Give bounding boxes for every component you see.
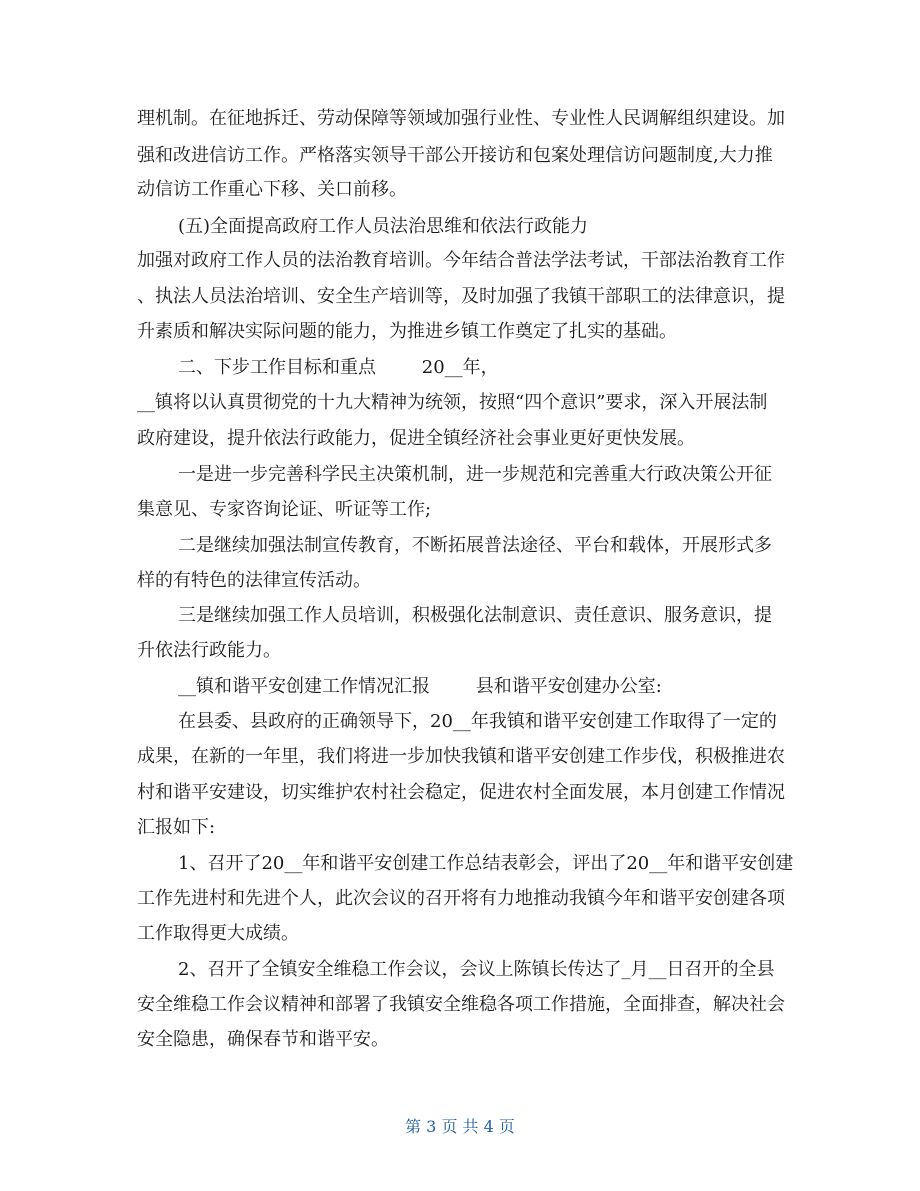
body-line: 汇报如下:: [137, 817, 216, 838]
body-line: 动信访工作重心下移、关口前移。: [137, 179, 407, 200]
body-line: 理机制。在征地拆迁、劳动保障等领域加强行业性、专业性人民调解组织建设。加: [137, 108, 785, 129]
body-line: 村和谐平安建设，切实维护农村社会稳定，促进农村全面发展，本月创建工作情况: [137, 782, 785, 803]
body-line: 集意见、专家咨询论证、听证等工作;: [137, 499, 432, 520]
body-line: 三是继续加强工作人员培训，积极强化法制意识、责任意识、服务意识，提: [178, 605, 772, 626]
body-line: 安全维稳工作会议精神和部署了我镇安全维稳各项工作措施，全面排查，解决社会: [137, 994, 785, 1015]
page-number: 第 3 页 共 4 页: [405, 1117, 515, 1136]
section-heading: (五)全面提高政府工作人员法治思维和依法行政能力: [178, 216, 589, 237]
body-line: 安全隐患，确保春节和谐平安。: [137, 1029, 389, 1050]
body-line: 在县委、县政府的正确领导下，20__年我镇和谐平安创建工作取得了一定的: [178, 711, 777, 732]
body-line: 升依法行政能力。: [137, 640, 281, 661]
body-line: 1、召开了20__年和谐平安创建工作总结表彰会，评出了20__年和谐平安创建: [178, 853, 794, 874]
section-heading: 二、下步工作目标和重点 20__年，: [178, 357, 499, 378]
body-line: 工作取得更大成绩。: [137, 923, 299, 944]
body-line: 强和改进信访工作。严格落实领导干部公开接访和包案处理信访问题制度,大力推: [137, 145, 773, 166]
body-line: 2、召开了全镇安全维稳工作会议，会议上陈镇长传达了_月__日召开的全县: [178, 959, 775, 980]
body-line: 一是进一步完善科学民主决策机制，进一步规范和完善重大行政决策公开征: [178, 464, 772, 485]
body-line: 政府建设，提升依法行政能力，促进全镇经济社会事业更好更快发展。: [137, 428, 695, 449]
body-line: 升素质和解决实际问题的能力，为推进乡镇工作奠定了扎实的基础。: [137, 321, 677, 342]
body-line: 加强对政府工作人员的法治教育培训。今年结合普法学法考试，干部法治教育工作: [137, 250, 785, 271]
body-line: __镇将以认真贯彻党的十九大精神为统领，按照“四个意识”要求，深入开展法制: [137, 392, 768, 413]
body-line: 成果，在新的一年里，我们将进一步加快我镇和谐平安创建工作步伐，积极推进农: [137, 746, 785, 767]
body-line: 二是继续加强法制宣传教育，不断拓展普法途径、平台和载体，开展形式多: [178, 535, 772, 556]
body-line: 工作先进村和先进个人，此次会议的召开将有力地推动我镇今年和谐平安创建各项: [137, 888, 785, 909]
body-line: 、执法人员法治培训、安全生产培训等，及时加强了我镇干部职工的法律意识，提: [137, 286, 785, 307]
body-line: 样的有特色的法律宣传活动。: [137, 570, 371, 591]
section-heading: __镇和谐平安创建工作情况汇报 县和谐平安创建办公室:: [178, 676, 662, 697]
